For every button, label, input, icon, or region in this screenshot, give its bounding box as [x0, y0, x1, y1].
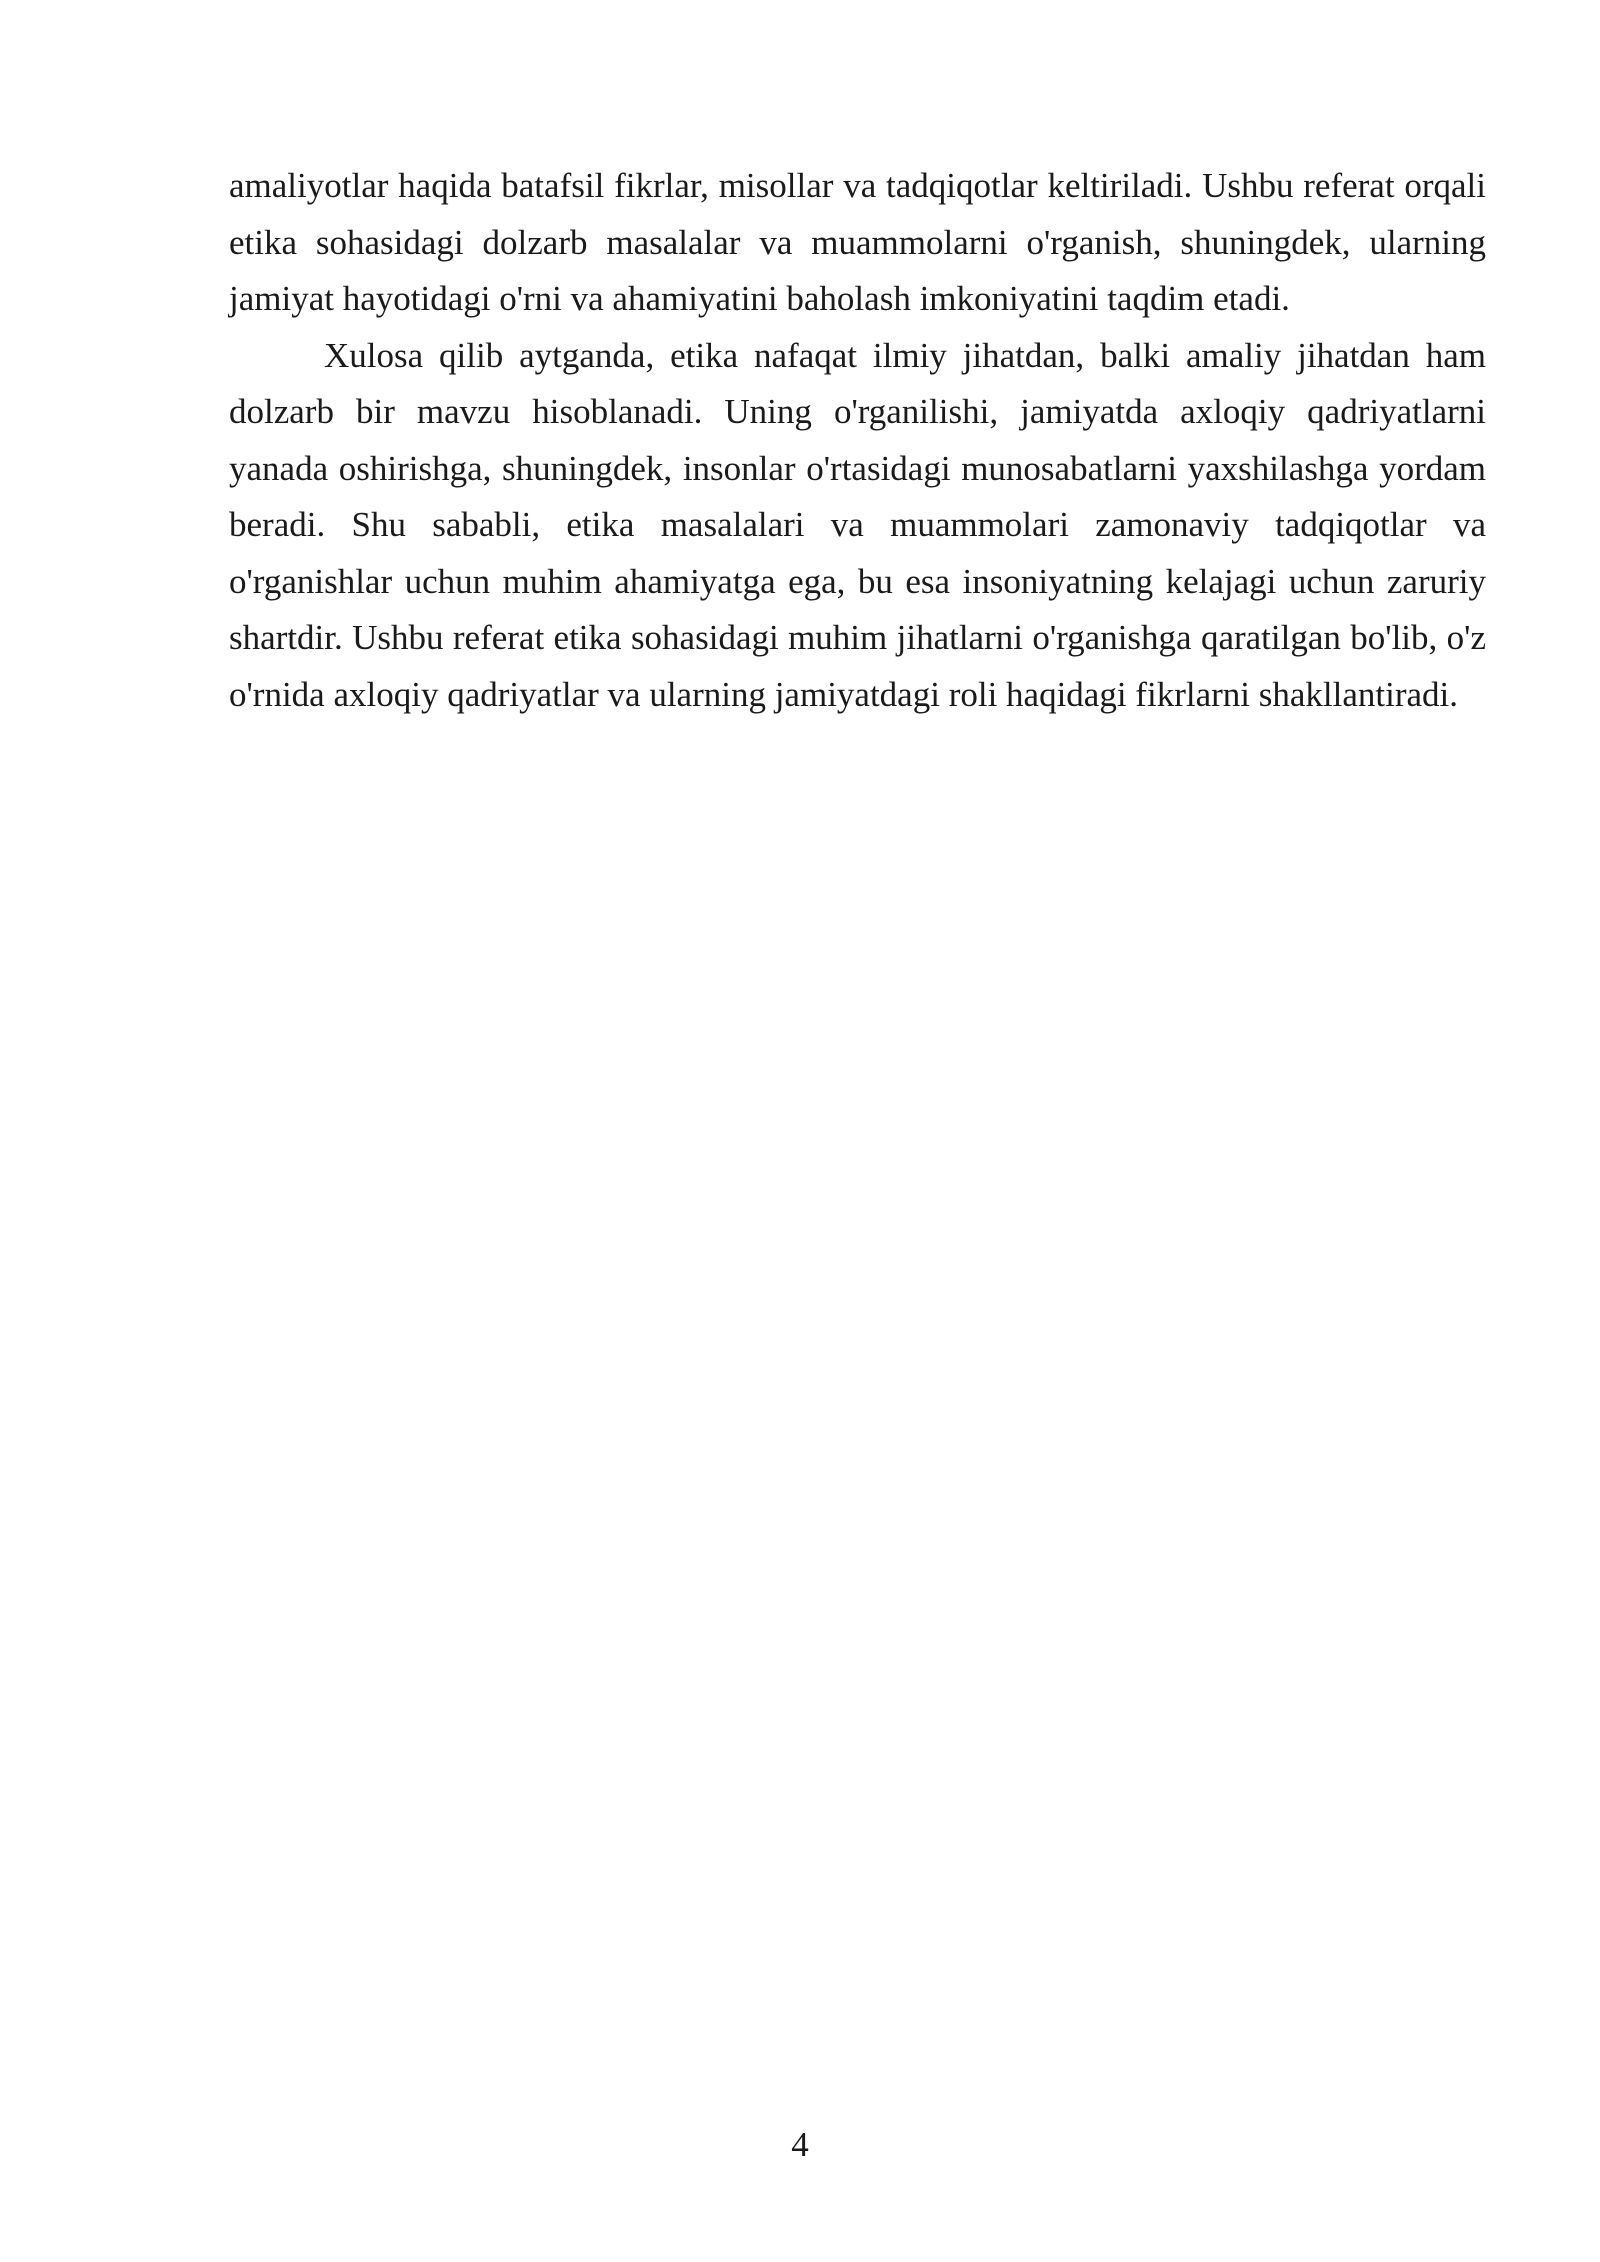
paragraph-conclusion: Xulosa qilib aytganda, etika nafaqat ilmiy jihatdan, balki amaliy jihatdan ham dolzarb bir mavzu hisoblanadi. Uning o'rganilishi, jamiyatda axloqiy qadriyatlarni yanada oshirishga, shuningdek, insonlar o'rtasidagi munosabatlarni yaxshilashga yordam beradi. Shu sababli, etika masalalari va muammolari zamonaviy tadqiqotlar va o'rganishlar uchun muhim ahamiyatga ega, bu esa insoniyatning kelajagi uchun zaruriy shartdir. Ushbu referat etika sohasidagi muhim jihatlarni o'rganishga qaratilgan bo'lib, o'z o'rnida axloqiy qadriyatlar va ularning jamiyatdagi roli haqidagi fikrlarni shakllantiradi. — [229, 335, 1486, 714]
paragraph-continuation: amaliyotlar haqida batafsil fikrlar, misollar va tadqiqotlar keltiriladi. Ushbu referat orqali etika sohasidagi dolzarb masalalar va muammolarni o'rganish, shuningdek, ularning jamiyat hayotidagi o'rni va ahamiyatini baholash imkoniyatini taqdim etadi. — [229, 166, 1486, 318]
page-number: 4 — [791, 2125, 809, 2164]
body-text — [229, 158, 1486, 723]
